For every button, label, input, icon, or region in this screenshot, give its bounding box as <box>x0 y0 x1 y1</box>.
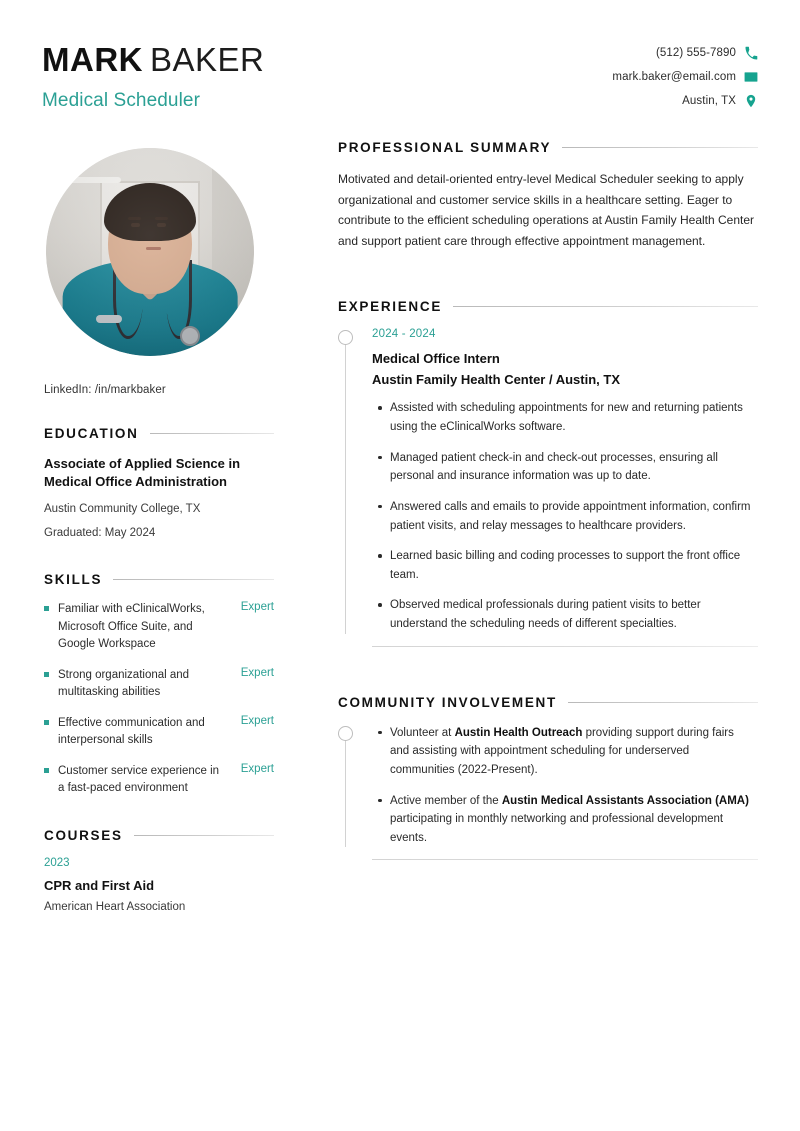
photo-vignette <box>46 148 254 356</box>
last-name: BAKER <box>149 41 265 78</box>
bullet-icon <box>44 672 49 677</box>
list-item <box>44 667 274 702</box>
skill-text: Strong organizational and multitasking abilities <box>58 668 190 699</box>
skill-text: Familiar with eClinicalWorks, Microsoft Office Suite, and Google Workspace <box>58 603 205 651</box>
experience-date: 2024 - 2024 <box>372 328 436 341</box>
community-text-pre: Active member of the <box>390 794 502 807</box>
timeline-marker-icon <box>338 726 353 741</box>
timeline-line <box>345 342 346 633</box>
job-title: Medical Scheduler <box>42 89 201 111</box>
experience-role: Medical Office Intern <box>372 351 500 367</box>
contact-location[interactable] <box>682 94 758 108</box>
entry-divider <box>372 646 758 647</box>
list-item: Managed patient check-in and check-out processes, ensuring all personal and insurance information was up to date. <box>390 449 758 486</box>
community-title: COMMUNITY INVOLVEMENT <box>338 694 557 710</box>
main-column <box>290 140 758 867</box>
community-text-post: providing support during fairs and assisting with appointment scheduling for underserved communities (2022-Present). <box>390 726 734 776</box>
experience-header <box>338 299 758 314</box>
community-entry <box>338 724 758 848</box>
phone-icon <box>744 46 758 60</box>
skills-section <box>42 572 274 797</box>
list-item <box>44 763 274 798</box>
contact-location-value: Austin, TX <box>682 95 736 107</box>
community-text-pre: Volunteer at <box>390 726 455 739</box>
skill-text: Customer service experience in a fast-paced environment <box>58 764 220 795</box>
community-header <box>338 695 758 710</box>
courses-header <box>44 828 274 843</box>
sidebar-column <box>42 140 290 913</box>
summary-text: Motivated and detail-oriented entry-level Medical Scheduler seeking to apply organizational and customer service skills in a healthcare setting. Eager to contribute to the efficient scheduling operations at Austin Family Health Center and support patient care through effective appointment management. <box>338 171 755 248</box>
course-year: 2023 <box>44 856 70 869</box>
entry-divider <box>372 859 758 860</box>
course-name: CPR and First Aid <box>44 877 155 893</box>
resume-header <box>42 38 758 118</box>
section-divider <box>568 702 758 703</box>
envelope-icon <box>744 70 758 84</box>
location-pin-icon <box>744 94 758 108</box>
contact-email-value: mark.baker@email.com <box>612 71 736 83</box>
list-item: Observed medical professionals during patient visits to better understand the scheduling needs of different specialties. <box>390 596 758 633</box>
summary-header <box>338 140 758 155</box>
courses-title: COURSES <box>44 827 123 843</box>
experience-section <box>338 299 758 646</box>
contact-phone[interactable] <box>656 46 758 60</box>
timeline-line <box>345 738 346 848</box>
bullet-icon <box>44 606 49 611</box>
contact-phone-value: (512) 555-7890 <box>655 47 736 59</box>
section-divider <box>113 579 274 580</box>
linkedin-url[interactable]: LinkedIn: /in/markbaker <box>44 383 166 396</box>
experience-title: EXPERIENCE <box>338 299 443 315</box>
list-item: Answered calls and emails to provide appointment information, confirm patient visits, and relay messages to healthcare providers. <box>390 498 758 535</box>
section-divider <box>150 433 274 434</box>
full-name <box>42 42 264 79</box>
section-divider <box>134 835 274 836</box>
education-graduation: Graduated: May 2024 <box>44 527 156 540</box>
skills-title: SKILLS <box>44 572 103 588</box>
skill-level: Expert <box>240 601 274 614</box>
community-text-bold: Austin Medical Assistants Association (AMA) <box>501 794 749 807</box>
section-divider <box>453 306 758 307</box>
bullet-icon <box>44 720 49 725</box>
contact-block <box>612 38 758 108</box>
section-divider <box>562 147 758 148</box>
identity-block <box>42 38 264 112</box>
course-organization: American Heart Association <box>44 900 186 913</box>
education-degree: Associate of Applied Science in Medical Office Administration <box>44 455 241 490</box>
summary-section <box>338 140 758 252</box>
experience-entry <box>338 328 758 633</box>
list-item <box>390 724 758 780</box>
skill-level: Expert <box>240 762 274 775</box>
list-item <box>44 715 274 750</box>
skills-list <box>44 601 274 797</box>
profile-photo <box>46 148 254 356</box>
courses-section <box>42 828 274 913</box>
education-title: EDUCATION <box>44 425 139 441</box>
first-name: MARK <box>42 41 143 78</box>
summary-title: PROFESSIONAL SUMMARY <box>338 139 552 155</box>
skills-header <box>44 572 274 587</box>
resume-body <box>42 140 758 913</box>
list-item: Learned basic billing and coding processes to support the front office team. <box>390 547 758 584</box>
education-section <box>42 426 274 542</box>
contact-email[interactable] <box>612 70 758 84</box>
community-section <box>338 695 758 861</box>
skill-level: Expert <box>240 666 274 679</box>
education-header <box>44 426 274 441</box>
list-item <box>44 601 274 653</box>
skill-level: Expert <box>240 714 274 727</box>
experience-bullets <box>372 399 758 633</box>
community-bullets <box>372 724 758 848</box>
skill-text: Effective communication and interpersonal skills <box>58 716 205 747</box>
experience-organization: Austin Family Health Center / Austin, TX <box>372 372 620 388</box>
community-text-bold: Austin Health Outreach <box>454 726 583 739</box>
community-text-post: participating in monthly networking and professional development events. <box>390 813 724 844</box>
education-school: Austin Community College, TX <box>44 502 201 515</box>
timeline-marker-icon <box>338 330 353 345</box>
bullet-icon <box>44 768 49 773</box>
profile-photo-image <box>46 148 254 356</box>
list-item <box>390 792 758 848</box>
list-item: Assisted with scheduling appointments for new and returning patients using the eClinicalWorks software. <box>390 399 758 436</box>
